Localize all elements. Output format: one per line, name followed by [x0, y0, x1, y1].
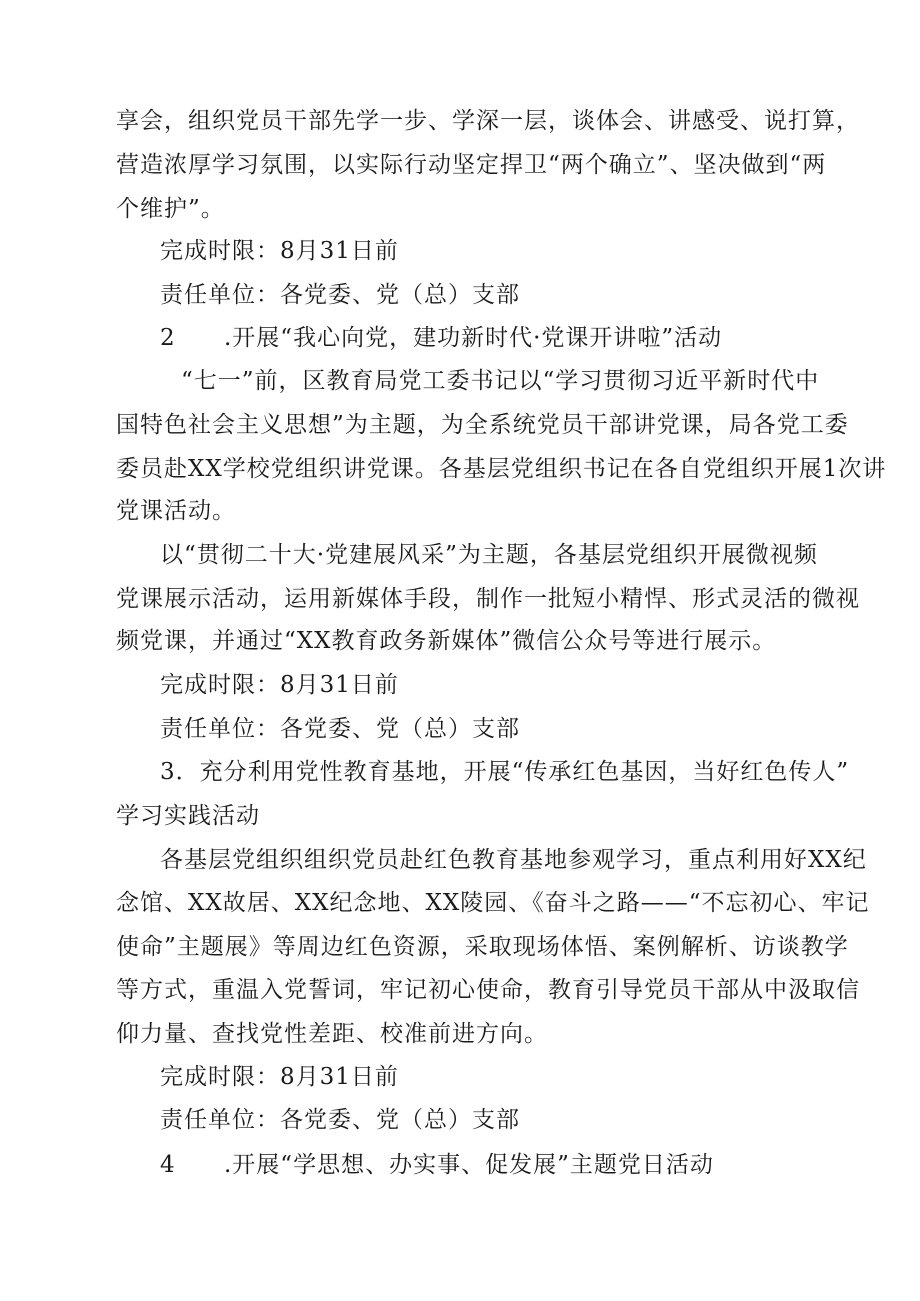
paragraph-3-line-1: 以“贯彻二十大·党建展风采”为主题，各基层党组织开展微视频: [160, 542, 818, 568]
item-4-number: 4: [160, 1152, 176, 1178]
paragraph-1-line-1: 享会，组织党员干部先学一步、学深一层，谈体会、讲感受、说打算，: [116, 108, 860, 134]
deadline-1: 完成时限：8月31日前: [160, 238, 399, 264]
responsible-unit-3: 责任单位：各党委、党（总）支部: [160, 1107, 520, 1133]
paragraph-4-line-2: 念馆、XX故居、XX纪念地、XX陵园、《奋斗之路——“不忘初心、牢记: [116, 890, 870, 916]
item-4-heading: [160, 1150, 880, 1180]
responsible-unit-2: 责任单位：各党委、党（总）支部: [160, 716, 520, 742]
paragraph-1-line-3: 个维护”。: [116, 196, 225, 222]
item-3-heading-line-2: 学习实践活动: [116, 803, 260, 829]
paragraph-4-line-3: 使命”主题展》等周边红色资源，采取现场体悟、案例解析、访谈教学: [116, 934, 849, 960]
paragraph-2-line-4: 党课活动。: [116, 498, 236, 524]
item-2-number: 2: [160, 325, 176, 351]
deadline-3: 完成时限：8月31日前: [160, 1064, 399, 1090]
paragraph-1-line-2: 营造浓厚学习氛围，以实际行动坚定捍卫“两个确立”、坚决做到“两: [116, 152, 827, 178]
item-4-title: .开展“学思想、办实事、促发展”主题党日活动: [224, 1152, 714, 1178]
paragraph-3-line-2: 党课展示活动，运用新媒体手段，制作一批短小精悍、形式灵活的微视: [116, 586, 860, 612]
item-3-heading-line-1: 3．充分利用党性教育基地，开展“传承红色基因，当好红色传人”: [160, 759, 850, 785]
item-2-heading: [160, 323, 880, 353]
item-2-title: .开展“我心向党，建功新时代·党课开讲啦”活动: [224, 325, 723, 351]
paragraph-2-line-3: 委员赴XX学校党组织讲党课。各基层党组织书记在各自党组织开展1次讲: [116, 456, 887, 482]
deadline-2: 完成时限：8月31日前: [160, 672, 399, 698]
paragraph-3-line-3: 频党课，并通过“XX教育政务新媒体”微信公众号等进行展示。: [116, 628, 777, 654]
paragraph-4-line-4: 等方式，重温入党誓词，牢记初心使命，教育引导党员干部从中汲取信: [116, 977, 860, 1003]
responsible-unit-1: 责任单位：各党委、党（总）支部: [160, 282, 520, 308]
paragraph-2-line-2: 国特色社会主义思想”为主题，为全系统党员干部讲党课，局各党工委: [116, 412, 849, 438]
paragraph-4-line-1: 各基层党组织组织党员赴红色教育基地参观学习，重点利用好XX纪: [160, 847, 867, 873]
paragraph-2-line-1: “七一”前，区教育局党工委书记以“学习贯彻习近平新时代中: [181, 368, 820, 394]
paragraph-4-line-5: 仰力量、查找党性差距、校准前进方向。: [116, 1021, 548, 1047]
